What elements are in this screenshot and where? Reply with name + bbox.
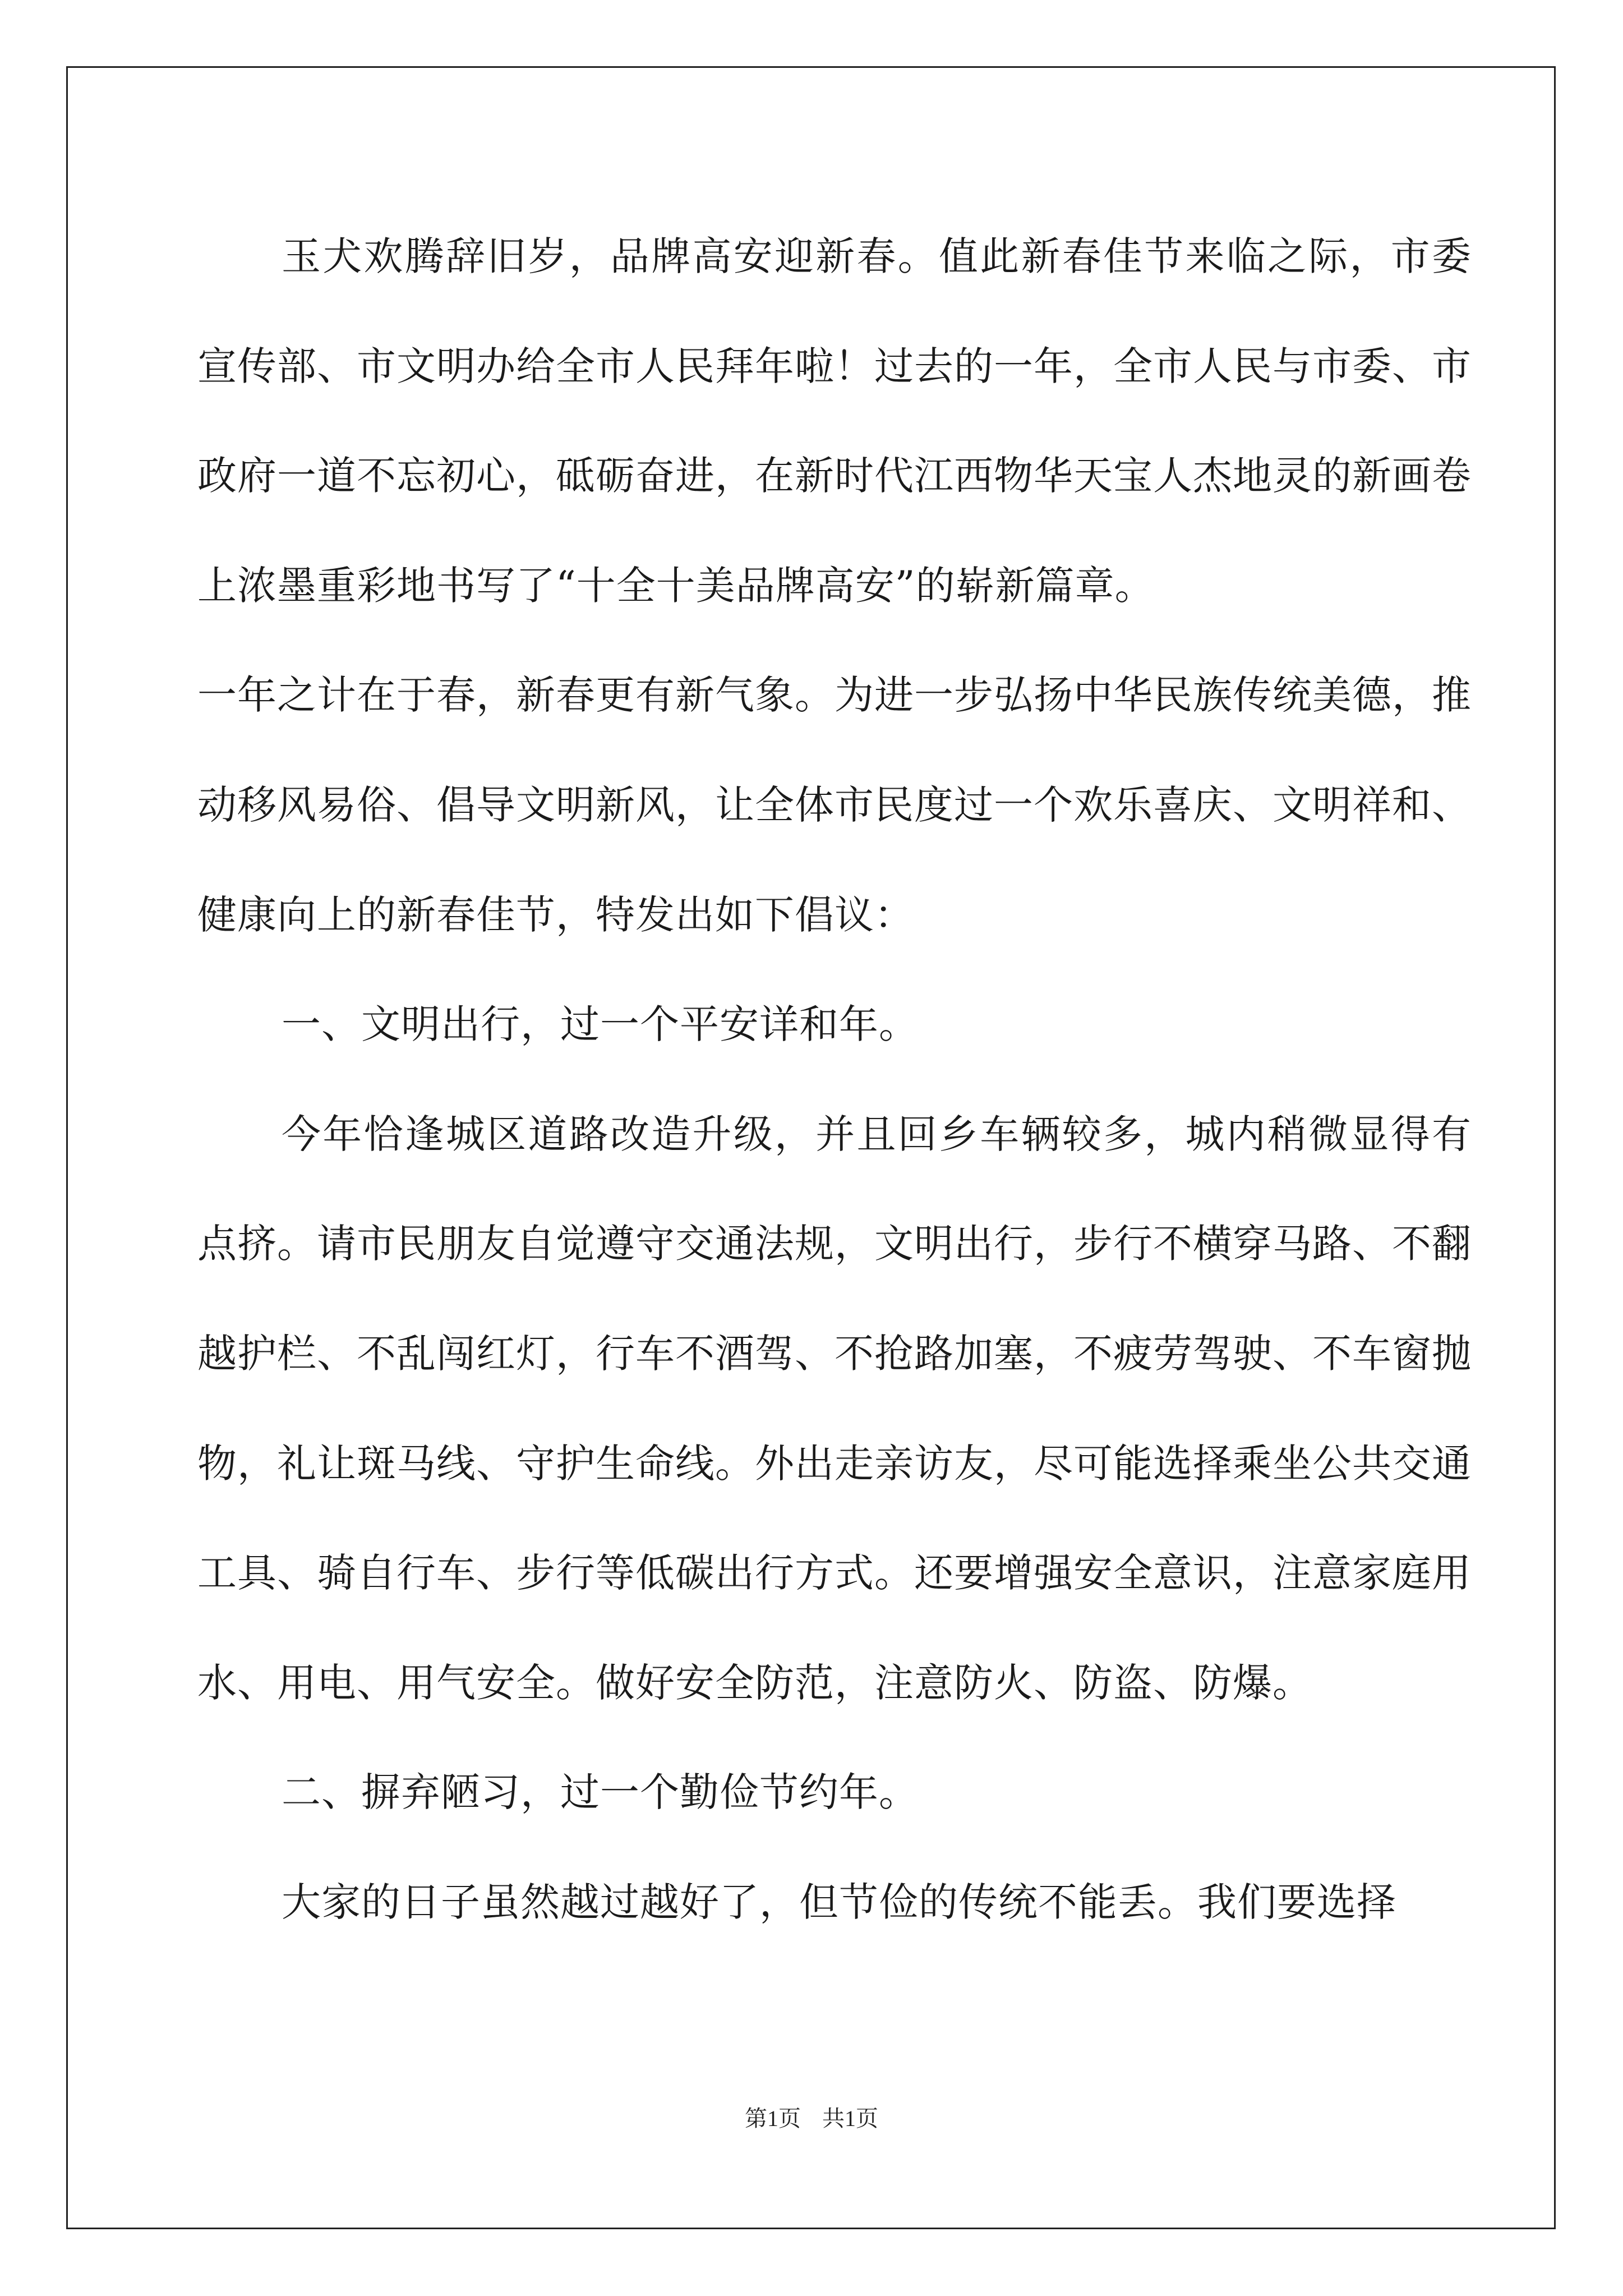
page-footer: [0, 2101, 1623, 2133]
paragraph-1: 玉犬欢腾辞旧岁，品牌高安迎新春。值此新春佳节来临之际，市委宣传部、市文明办给全市人民拜年啦！过去的一年，全市人民与市委、市政府一道不忘初心，砥砺奋进，在新时代江西物华天宝人杰地灵的新画卷上浓墨重彩地书写了“十全十美品牌高安”的崭新篇章。: [197, 233, 1472, 609]
paragraph-3: 今年恰逢城区道路改造升级，并且回乡车辆较多，城内稍微显得有点挤。请市民朋友自觉遵守交通法规，文明出行，步行不横穿马路、不翻越护栏、不乱闯红灯，行车不酒驾、不抢路加塞，不疲劳驾驶、不车窗抛物，礼让斑马线、守护生命线。外出走亲访友，尽可能选择乘坐公共交通工具、骑自行车、步行等低碳出行方式。还要增强安全意识，注意家庭用水、用电、用气安全。做好安全防范，注意防火、防盗、防爆。: [197, 1111, 1472, 1706]
heading-section-1: 一、文明出行，过一个平安详和年。: [282, 1001, 919, 1048]
document-body: [197, 202, 1472, 1958]
page-number-total: 共1页: [822, 2106, 878, 2131]
page-number-current: 第1页: [745, 2106, 801, 2131]
paragraph-4: 大家的日子虽然越过越好了，但节俭的传统不能丢。我们要选择: [282, 1879, 1396, 1925]
heading-section-2: 二、摒弃陋习，过一个勤俭节约年。: [282, 1769, 919, 1816]
paragraph-2: 一年之计在于春，新春更有新气象。为进一步弘扬中华民族传统美德，推动移风易俗、倡导文明新风，让全体市民度过一个欢乐喜庆、文明祥和、健康向上的新春佳节，特发出如下倡议：: [197, 672, 1472, 938]
